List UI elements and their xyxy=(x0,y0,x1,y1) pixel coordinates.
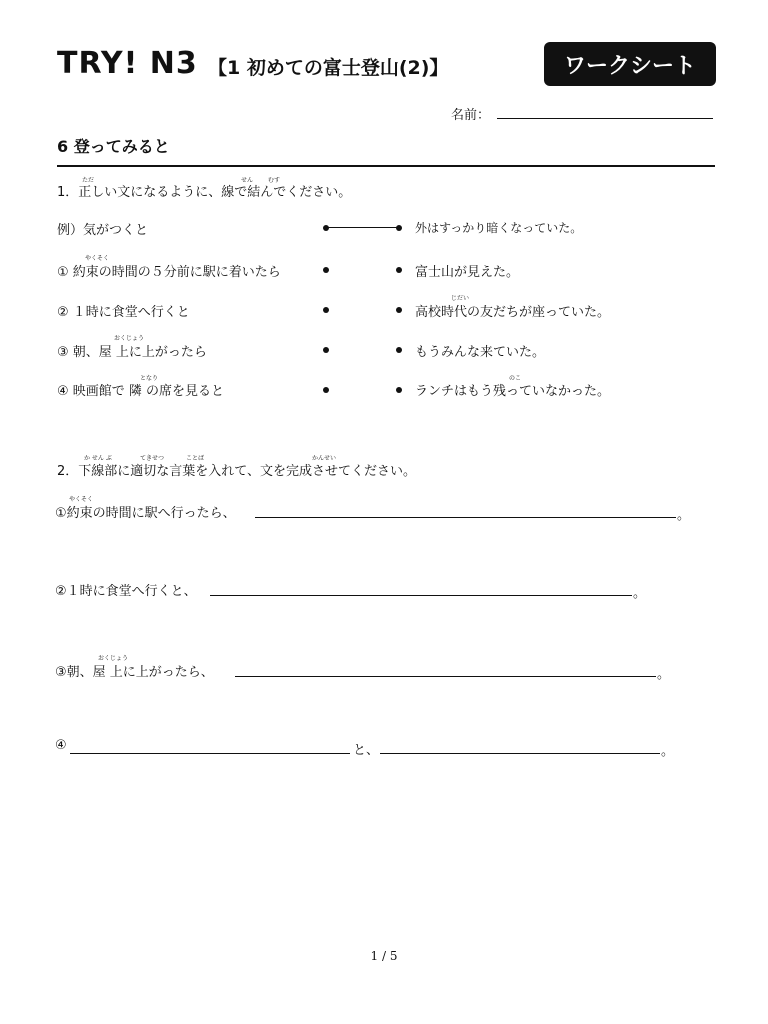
ruby-tekisetsu: てきせつ xyxy=(140,455,165,462)
q1-instruction: 1．正しい文になるように、線で結んでください。 xyxy=(57,185,352,200)
page-number: 1 / 5 xyxy=(370,949,398,963)
q2-item-4-suffix: 。 xyxy=(661,744,675,759)
q2-item-2-prefix: ②１時に食堂へ行くと、 xyxy=(55,584,197,599)
q1-item-1-dot-right[interactable] xyxy=(396,267,402,273)
ruby-kasenbu: か せん ぶ xyxy=(84,455,112,462)
q1-item-3-left: ③ 朝、屋 上に上がったら xyxy=(57,345,207,360)
q1-item-4-right: ランチはもう残っていなかった。 xyxy=(415,384,611,399)
q1-item-4-dot-left[interactable] xyxy=(323,387,329,393)
ruby-tonari: となり xyxy=(140,375,159,382)
ruby-noko: のこ xyxy=(509,375,522,382)
q2-item-4-middle: と、 xyxy=(353,743,380,758)
q1-item-2-dot-left[interactable] xyxy=(323,307,329,313)
ruby-okujou: おくじょう xyxy=(114,335,145,342)
q1-item-2-dot-right[interactable] xyxy=(396,307,402,313)
q2-item-4-answer-line-2[interactable] xyxy=(380,753,660,754)
q1-item-4-dot-right[interactable] xyxy=(396,387,402,393)
q1-item-3-dot-right[interactable] xyxy=(396,347,402,353)
q1-example-left: 例）気がつくと xyxy=(57,223,149,238)
worksheet-badge: ワークシート xyxy=(544,42,716,86)
q1-item-2-left: ② １時に食堂へ行くと xyxy=(57,305,190,320)
ruby-jidai: じだい xyxy=(451,295,470,302)
ruby-sen: せん xyxy=(241,177,254,184)
q2-instruction: 2．下線部に適切な言葉を入れて、文を完成させてください。 xyxy=(57,464,417,479)
section-divider xyxy=(57,165,715,167)
q1-example-dot-left xyxy=(323,225,329,231)
q1-item-1-left: ① 約束の時間の５分前に駅に着いたら xyxy=(57,265,281,280)
ruby-musu: むす xyxy=(268,177,281,184)
q2-item-1-suffix: 。 xyxy=(677,508,691,523)
q2-item-4-prefix: ④ xyxy=(55,738,67,753)
q1-item-3-dot-left[interactable] xyxy=(323,347,329,353)
q2-item-1-prefix: ①約束の時間に駅へ行ったら、 xyxy=(55,506,236,521)
q2-item-2-suffix: 。 xyxy=(633,586,647,601)
q2-item-3-suffix: 。 xyxy=(657,667,671,682)
q2-item-2-answer-line[interactable] xyxy=(210,595,632,596)
q1-item-3-right: もうみんな来ていた。 xyxy=(415,345,546,360)
q1-example-dot-right xyxy=(396,225,402,231)
q1-item-1-dot-left[interactable] xyxy=(323,267,329,273)
ruby-okujou-2: おくじょう xyxy=(98,655,129,662)
q1-item-1-right: 富士山が見えた。 xyxy=(415,265,520,280)
ruby-kansei: かんせい xyxy=(312,455,337,462)
lesson-title: 【1 初めての富士登山(2)】 xyxy=(208,57,449,79)
q2-item-1-answer-line[interactable] xyxy=(255,517,676,518)
name-label: 名前： xyxy=(451,108,491,123)
ruby-kotoba: ことば xyxy=(186,455,205,462)
q1-example-connector xyxy=(326,227,398,228)
q2-item-3-answer-line[interactable] xyxy=(235,676,656,677)
ruby-yakusoku-2: やくそく xyxy=(69,496,94,503)
q1-item-2-right: 高校時代の友だちが座っていた。 xyxy=(415,305,611,320)
ruby-yakusoku-1: やくそく xyxy=(85,255,110,262)
ruby-tadashii: ただ xyxy=(82,177,95,184)
q1-example-right: 外はすっかり暗くなっていた。 xyxy=(415,221,583,235)
logo: TRY! N3 xyxy=(57,46,198,81)
q1-item-4-left: ④ 映画館で 隣 の席を見ると xyxy=(57,384,225,399)
q2-item-4-answer-line-1[interactable] xyxy=(70,753,350,754)
name-field[interactable] xyxy=(497,118,713,119)
section-title: 6 登ってみると xyxy=(57,137,170,156)
q2-item-3-prefix: ③朝、屋 上に上がったら、 xyxy=(55,665,214,680)
